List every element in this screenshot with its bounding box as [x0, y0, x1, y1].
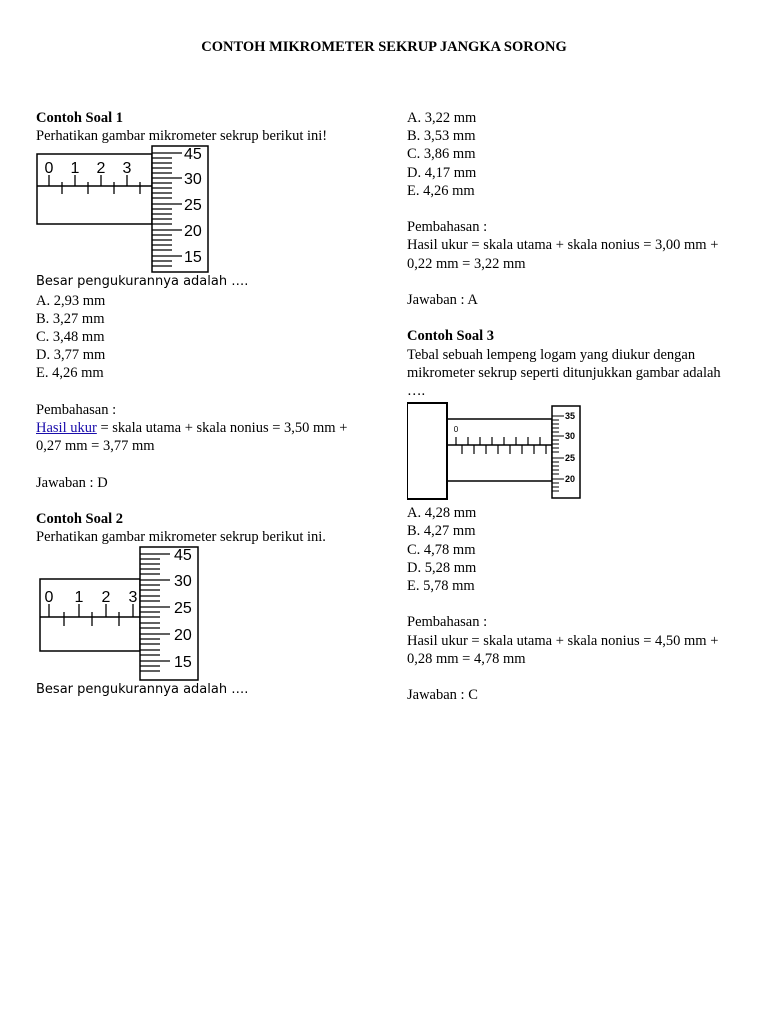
option: A. 3,22 mm — [407, 110, 477, 126]
option: D. 5,28 mm — [407, 559, 477, 576]
soal1-pembahasan-line2: 0,27 mm = 3,77 mm — [36, 438, 155, 455]
soal3-prompt-line3: …. — [407, 383, 426, 399]
thimble-label: 20 — [565, 474, 576, 485]
soal1-jawaban: Jawaban : D — [36, 474, 108, 491]
soal1-pembahasan-line — [36, 419, 376, 437]
thimble-label: 25 — [174, 600, 192, 618]
soal1-heading: Contoh Soal 1 — [36, 110, 124, 126]
soal1-pembahasan-label: Pembahasan : — [36, 401, 117, 418]
soal2-pembahasan-line1: Hasil ukur = skala utama + skala nonius = 3,00 mm + — [407, 237, 719, 254]
main-scale-label: 1 — [74, 589, 84, 607]
option: D. 4,17 mm — [407, 164, 477, 181]
page-title: CONTOH MIKROMETER SEKRUP JANGKA SORONG — [201, 39, 567, 55]
thimble-label: 25 — [565, 453, 576, 464]
micrometer-figure-2 — [36, 546, 236, 681]
soal3-pembahasan-label: Pembahasan : — [407, 614, 488, 631]
thimble-label: 20 — [184, 223, 202, 241]
soal3-pembahasan-line1: Hasil ukur = skala utama + skala nonius = 4,50 mm + — [407, 632, 719, 649]
main-scale-label: 0 — [44, 589, 54, 607]
soal2-pembahasan-line2: 0,22 mm = 3,22 mm — [407, 255, 526, 272]
option: B. 4,27 mm — [407, 523, 476, 540]
thimble-label: 15 — [174, 654, 192, 672]
thimble-label: 30 — [184, 171, 202, 189]
soal1-pembahasan-rest: = skala utama + skala nonius = 3,50 mm + — [96, 420, 348, 437]
option: B. 3,53 mm — [407, 128, 476, 145]
soal2-prompt: Perhatikan gambar mikrometer sekrup berikut ini. — [36, 529, 326, 546]
main-scale-label: 1 — [70, 160, 80, 178]
thimble-label: 25 — [184, 197, 202, 215]
soal2-pembahasan-label: Pembahasan : — [407, 219, 488, 236]
main-scale-label: 3 — [122, 160, 132, 178]
soal3-heading: Contoh Soal 3 — [407, 328, 495, 345]
soal2-jawaban: Jawaban : A — [407, 292, 478, 308]
soal2-question: Besar pengukurannya adalah …. — [36, 682, 249, 698]
main-scale-label: 3 — [128, 589, 138, 607]
thimble-label: 15 — [184, 249, 202, 267]
main-scale-label: 0 — [44, 160, 54, 178]
hasil-ukur-link[interactable]: Hasil ukur — [36, 420, 97, 437]
option: C. 3,48 mm — [36, 329, 105, 346]
main-scale-label: 0 — [453, 425, 459, 435]
soal1-prompt: Perhatikan gambar mikrometer sekrup berikut ini! — [36, 128, 328, 145]
option: C. 3,86 mm — [407, 146, 476, 163]
option: E. 4,26 mm — [36, 365, 104, 382]
thimble-label: 35 — [565, 411, 576, 422]
option: B. 3,27 mm — [36, 310, 105, 327]
option: E. 4,26 mm — [407, 182, 475, 199]
right-column — [407, 109, 747, 704]
thimble-label: 20 — [174, 627, 192, 645]
micrometer-figure-3 — [407, 402, 587, 504]
option: A. 4,28 mm — [407, 505, 477, 522]
soal2-heading: Contoh Soal 2 — [36, 511, 124, 527]
soal1-question: Besar pengukurannya adalah …. — [36, 274, 249, 290]
option: D. 3,77 mm — [36, 347, 106, 364]
soal3-prompt-line2: mikrometer sekrup seperti ditunjukkan gambar adalah — [407, 364, 721, 381]
thimble-label: 30 — [565, 431, 576, 442]
micrometer-figure-1 — [36, 145, 236, 273]
soal3-pembahasan-line2: 0,28 mm = 4,78 mm — [407, 650, 526, 667]
thimble-label: 30 — [174, 573, 192, 591]
main-scale-label: 2 — [96, 160, 106, 178]
thimble-label: 45 — [174, 547, 192, 565]
option: E. 5,78 mm — [407, 578, 475, 595]
main-scale-label: 2 — [101, 589, 111, 607]
left-column — [36, 109, 376, 700]
thimble-label: 45 — [184, 146, 202, 164]
soal3-jawaban: Jawaban : C — [407, 687, 478, 704]
option: C. 4,78 mm — [407, 541, 476, 558]
option: A. 2,93 mm — [36, 292, 106, 309]
soal3-prompt-line1: Tebal sebuah lempeng logam yang diukur dengan — [407, 346, 696, 363]
